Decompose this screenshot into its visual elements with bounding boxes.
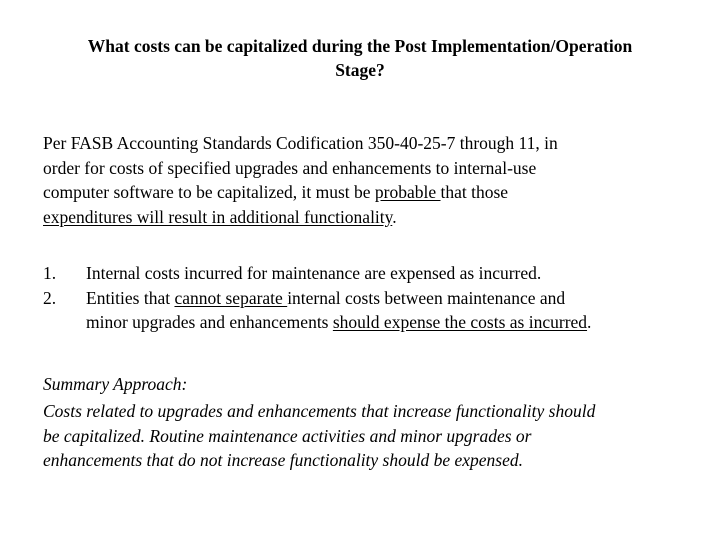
- list-item-2-line-1: [86, 286, 693, 311]
- summary-line-2: be capitalized. Routine maintenance activities and minor upgrades or: [43, 425, 532, 446]
- functionality-emphasis: expenditures will result in additional functionality: [43, 206, 393, 227]
- title-line-1: What costs can be capitalized during the Post Implementation/Operation: [87, 36, 633, 56]
- intro-line-3: [43, 180, 720, 205]
- numbered-list: [43, 261, 693, 335]
- intro-line-1: Per FASB Accounting Standards Codification 350-40-25-7 through 11, in: [43, 133, 558, 153]
- title-line-2: Stage?: [335, 60, 385, 80]
- intro-line-2: order for costs of specified upgrades and enhancements to internal-use: [43, 157, 537, 178]
- cannot-separate-emphasis: cannot separate: [174, 287, 288, 308]
- list-item-2-line-2-tail: .: [587, 312, 592, 332]
- intro-line-3-tail: that those: [440, 182, 509, 202]
- list-item-2-line-2: [86, 310, 693, 335]
- expense-emphasis: should expense the costs as incurred: [332, 312, 588, 332]
- summary-line-1: Costs related to upgrades and enhancements that increase functionality should: [43, 401, 596, 421]
- summary-line-3: enhancements that do not increase functionality should be expensed.: [43, 450, 524, 470]
- list-item-1-text: Internal costs incurred for maintenance are expensed as incurred.: [86, 263, 542, 283]
- intro-line-4-tail: .: [392, 206, 397, 227]
- intro-line-4: [43, 205, 720, 230]
- summary-paragraph: [43, 399, 720, 473]
- intro-paragraph: [43, 131, 720, 229]
- list-number: 2.: [43, 287, 57, 308]
- slide-title: [30, 34, 690, 82]
- summary-heading: Summary Approach:: [43, 374, 188, 394]
- intro-line-3-text: computer software to be capitalized, it must be: [43, 182, 375, 202]
- list-item-2-line-2-text: minor upgrades and enhancements: [86, 312, 333, 332]
- list-item-2-tail: internal costs between maintenance and: [287, 287, 566, 308]
- list-item: [43, 286, 693, 335]
- list-item: [43, 261, 693, 286]
- list-item-2-text: Entities that: [86, 287, 175, 308]
- list-number: 1.: [43, 263, 57, 283]
- probable-emphasis: probable: [374, 182, 441, 202]
